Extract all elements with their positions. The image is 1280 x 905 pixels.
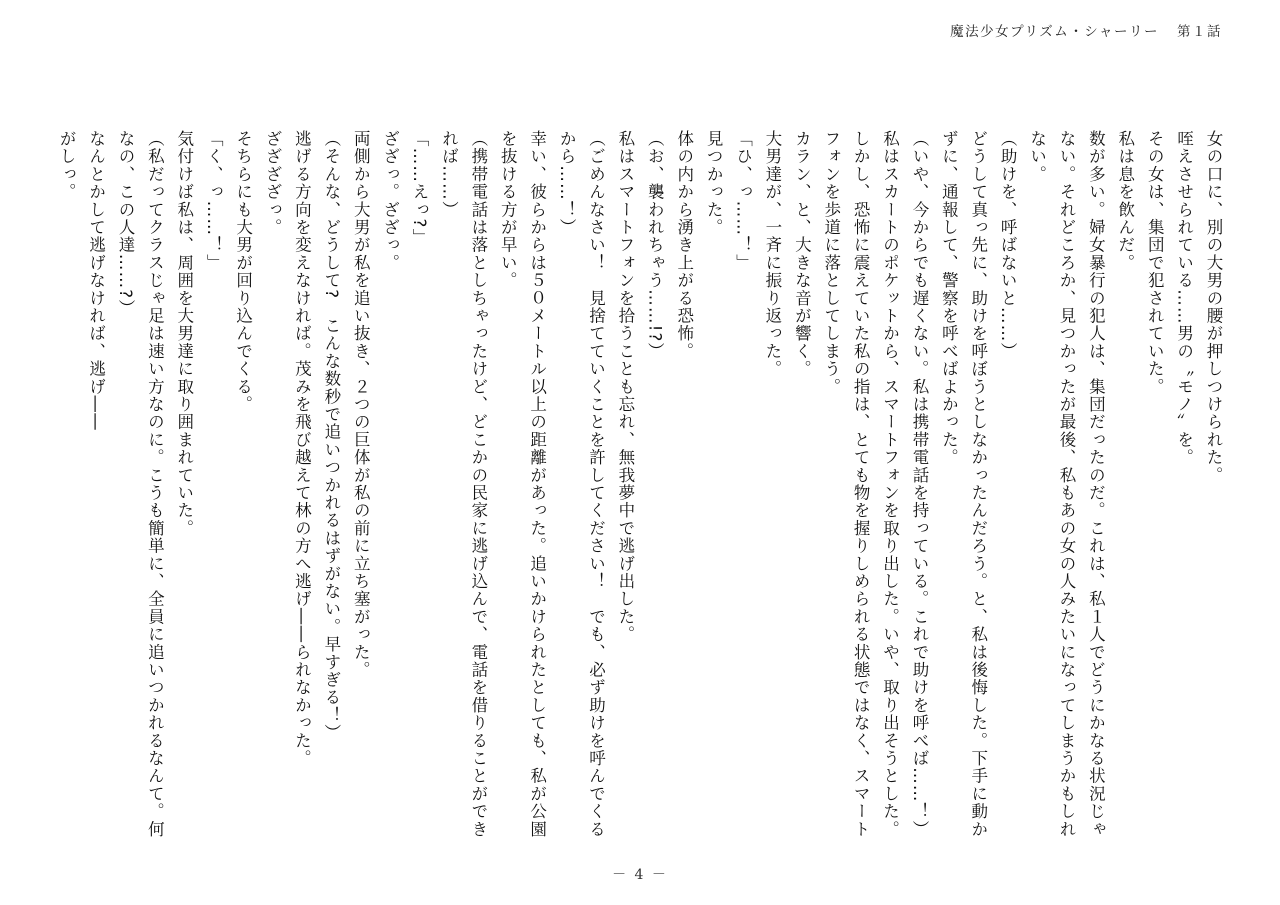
text-line: 幸い、彼らからは５０メートル以上の距離があった。追いかけられたとしても、私が公園を抜ける方が早い。 [498, 130, 547, 838]
text-line: （私だってクラスじゃ足は速い方なのに。こうも簡単に、全員に追いつかれるなんて。何なの、この人達……?） [115, 130, 165, 838]
text-line: 女の口に、別の大男の腰が押しつけられた。 [1204, 130, 1223, 484]
text-line: 逃げる方向を変えなければ。茂みを飛び越えて林の方へ逃げ――られなかった。 [292, 130, 312, 768]
text-line: しかし、恐怖に震えていた私の指は、とても物を握りしめられる状態ではなく、スマートフォンを歩道に落としてしまう。 [821, 130, 871, 838]
text-line: 気付けば私は、周囲を大男達に取り囲まれていた。 [174, 130, 194, 538]
series-title: 魔法少女プリズム・シャーリー [950, 24, 1159, 40]
text-line: 数が多い。婦女暴行の犯人は、集団だったのだ。これは、私１人でどうにかなる状況じゃない。それどころか、見つかったが最後、私もあの女の人みたいになってしまうかもしれない。 [1027, 130, 1106, 838]
text-line: （そんな、どうして? こんな数秒で追いつかれるはずがない。早すぎる！） [321, 130, 341, 742]
text-line: （いや、今からでも遅くない。私は携帯電話を持っている。これで助けを呼べば……！） [909, 130, 929, 838]
text-line: 「く、っ……！」 [204, 130, 224, 272]
text-line: （ごめんなさい！ 見捨てていくことを許してください！ でも、必ず助けを呼んでくるから……！） [557, 130, 606, 838]
text-line: そちらにも大男が回り込んでくる。 [233, 130, 253, 414]
text-line: 「……えっ?」 [410, 130, 430, 247]
text-line: なんとかして逃げなければ、逃げ―― [86, 130, 106, 431]
text-line: 見つかった。 [704, 130, 724, 237]
text-line: カラン、と、大きな音が響く。 [792, 130, 812, 378]
text-line: （お、襲われちゃう……!?） [645, 130, 665, 361]
text-line: どうして真っ先に、助けを呼ぼうとしなかったんだろう。と、私は後悔した。下手に動かずに、通報して、警察を呼べばよかった。 [939, 130, 988, 838]
text-line: がしっ。 [57, 130, 77, 201]
running-header [950, 20, 1222, 40]
text-line: 体の内から湧き上がる恐怖。 [674, 130, 694, 361]
text-line: 私はスマートフォンを拾うことも忘れ、無我夢中で逃げ出した。 [615, 130, 635, 644]
text-line: （助けを、呼ばないと……） [998, 130, 1018, 361]
text-line: その女は、集団で犯されていた。 [1145, 130, 1165, 396]
text-line: 大男達が、一斉に振り返った。 [762, 130, 782, 378]
text-line: 咥えさせられている……男の〝モノ〟を。 [1174, 130, 1194, 467]
text-line: ざざっ。ざざっ。 [380, 130, 400, 272]
text-line: 「ひ、っ……！」 [733, 130, 753, 272]
text-line: 私はスカートのポケットから、スマートフォンを取り出した。いや、取り出そうとした。 [880, 130, 900, 838]
page-number: － 4 － [612, 867, 668, 883]
text-line: ざざざざっ。 [263, 130, 282, 237]
episode-label: 第１話 [1177, 24, 1222, 40]
vertical-body-text [52, 130, 1228, 850]
text-line: （携帯電話は落としちゃったけど、どこかの民家に逃げ込んで、電話を借りることができれば……） [439, 130, 488, 838]
text-line: 私は息を飲んだ。 [1115, 130, 1135, 272]
text-line: 両側から大男が私を追い抜き、２つの巨体が私の前に立ち塞がった。 [351, 130, 371, 679]
